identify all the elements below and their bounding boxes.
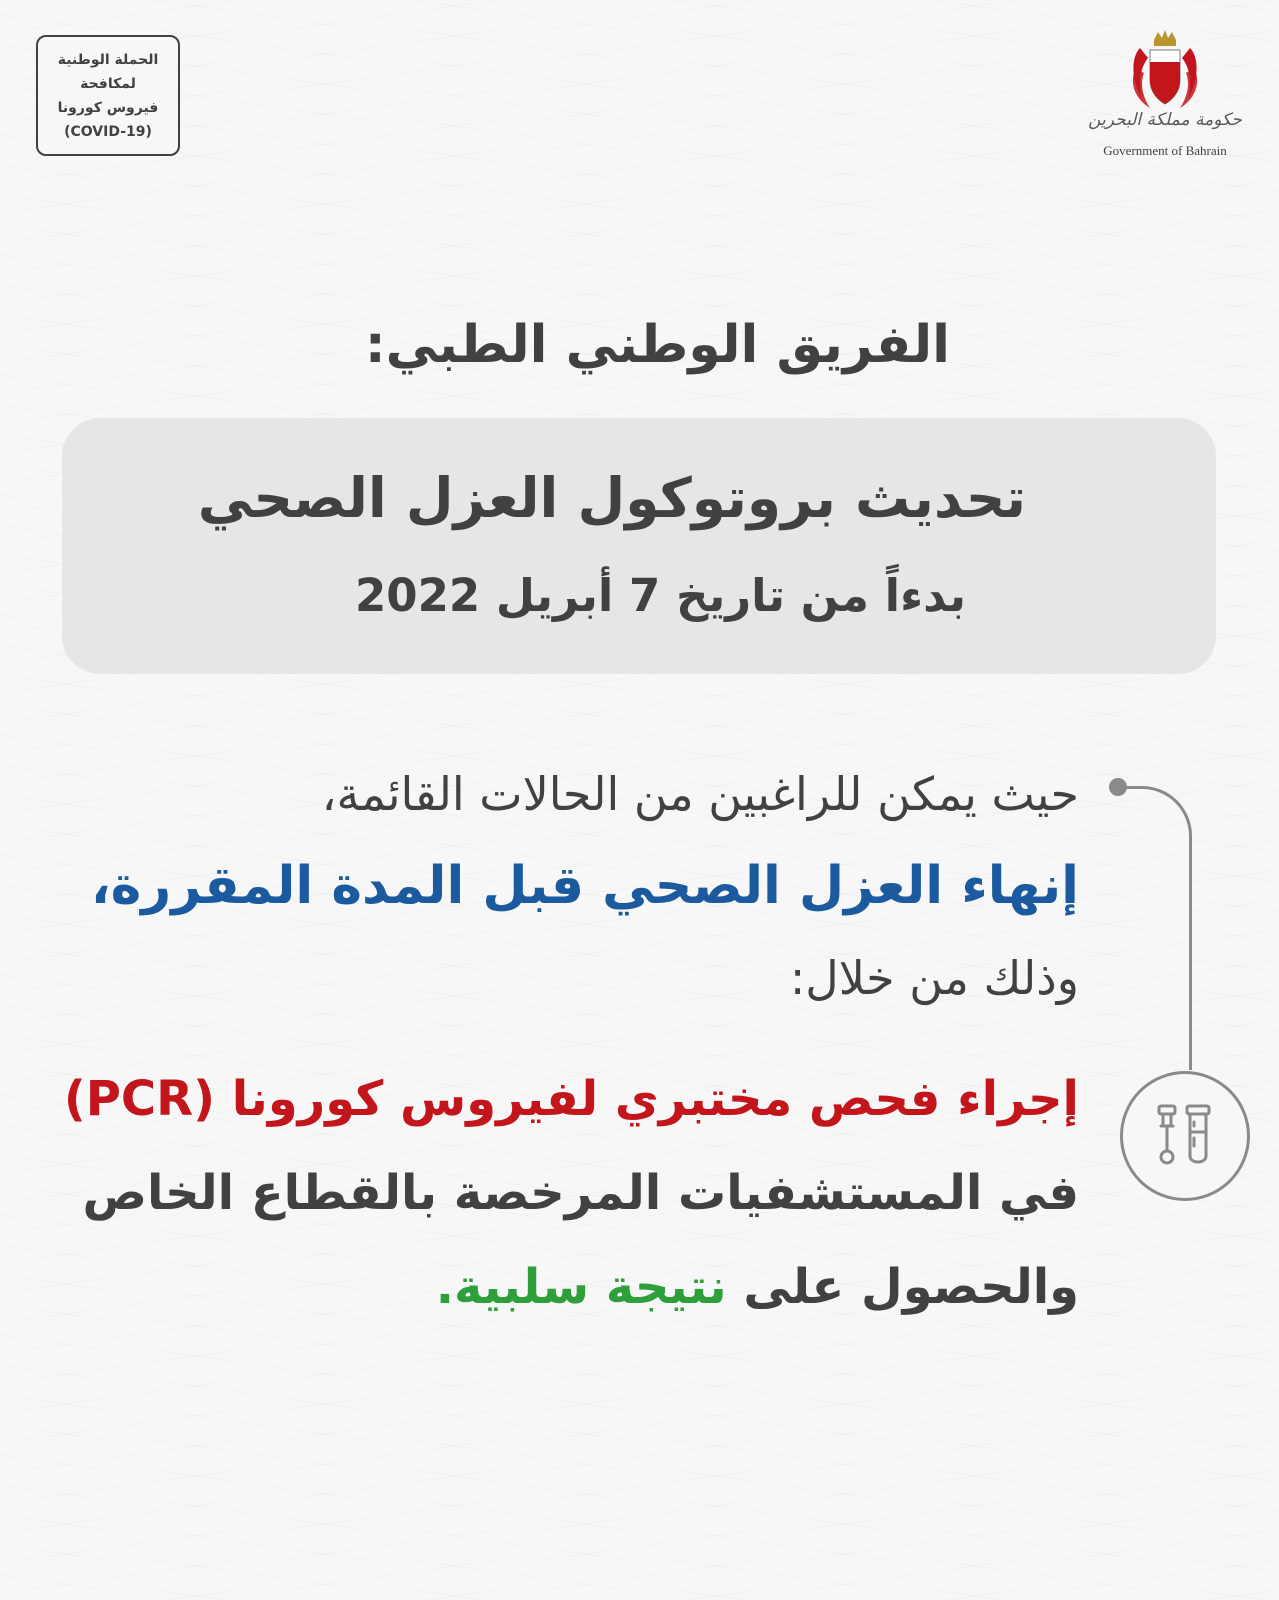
government-arabic-name: حكومة مملكة البحرين	[1088, 110, 1242, 130]
government-logo	[1080, 28, 1250, 163]
test-tube-icon	[1123, 1074, 1247, 1198]
lab-icon-circle	[1120, 1071, 1250, 1201]
intro-line-3: وذلك من خلال:	[789, 951, 1079, 1005]
private-hospitals-line: في المستشفيات المرخصة بالقطاع الخاص	[82, 1165, 1079, 1221]
campaign-badge-line3: فيروس كورونا	[57, 99, 159, 116]
announcement-date: بدءاً من تاريخ 7 أبريل 2022	[355, 569, 966, 622]
result-line	[64, 1240, 1079, 1334]
intro-highlight: إنهاء العزل الصحي قبل المدة المقررة،	[90, 856, 1079, 916]
connector-dot	[1109, 778, 1127, 796]
bahrain-coat-of-arms-icon	[1130, 28, 1200, 116]
test-step-paragraph	[64, 1052, 1079, 1334]
campaign-badge-line1: الحملة الوطنية	[57, 51, 159, 68]
campaign-badge-line4: (COVID-19)	[64, 123, 152, 140]
announcement-title: تحديث بروتوكول العزل الصحي	[197, 466, 1026, 530]
intro-line-1: حيث يمكن للراغبين من الحالات القائمة،	[321, 767, 1079, 821]
intro-paragraph	[91, 748, 1079, 1024]
announcement-box	[62, 418, 1216, 674]
campaign-badge	[36, 35, 180, 156]
page-headline: الفريق الوطني الطبي:	[364, 315, 950, 375]
negative-result-text: نتيجة سلبية.	[435, 1259, 727, 1315]
connector-line	[1118, 786, 1192, 1070]
campaign-badge-line2: لمكافحة	[80, 75, 136, 92]
government-english-name: Government of Bahrain	[1103, 143, 1227, 158]
pcr-test-instruction: إجراء فحص مختبري لفيروس كورونا (PCR)	[63, 1071, 1079, 1127]
result-line-prefix: والحصول على	[726, 1259, 1079, 1315]
